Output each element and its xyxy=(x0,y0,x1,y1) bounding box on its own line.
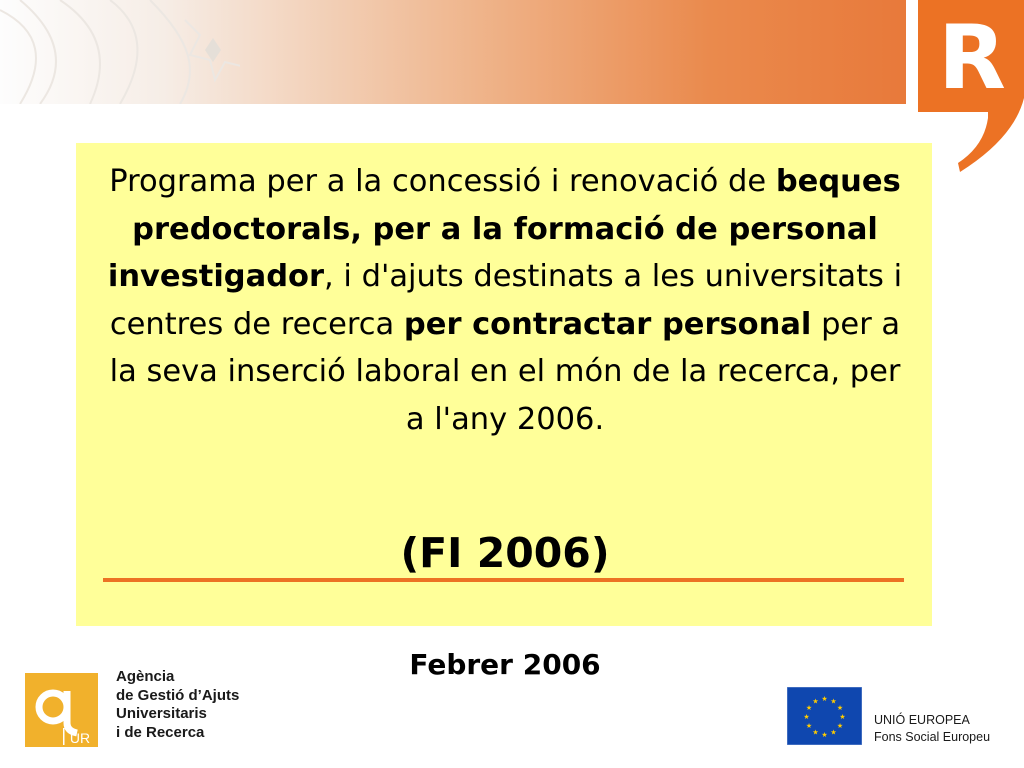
program-code: (FI 2006) xyxy=(400,529,610,577)
svg-text:★: ★ xyxy=(836,722,844,730)
r-logo-letter: R xyxy=(938,6,1006,109)
description-text: , i d'ajuts destinats a les universitats i centres de recerca xyxy=(109,259,903,342)
slide-date: Febrer 2006 xyxy=(409,648,601,681)
svg-text:★: ★ xyxy=(836,704,844,712)
svg-text:★: ★ xyxy=(812,697,819,706)
agency-name-line: Universitaris xyxy=(116,705,207,722)
eu-label-line: Fons Social Europeu xyxy=(874,730,991,744)
svg-text:★: ★ xyxy=(812,728,819,737)
agaur-logo-icon xyxy=(25,673,98,747)
svg-text:★: ★ xyxy=(821,695,828,703)
eu-flag xyxy=(787,687,862,745)
svg-text:★: ★ xyxy=(839,713,846,721)
banner-divider xyxy=(906,0,916,104)
svg-text:★: ★ xyxy=(805,704,813,712)
eu-flag-icon xyxy=(787,687,862,745)
eu-label-line: UNIÓ EUROPEA xyxy=(874,713,970,727)
eu-label xyxy=(874,712,990,746)
description-text: per a la seva inserció laboral en el món de la recerca, per a l'any 2006. xyxy=(109,306,901,437)
orange-divider-line xyxy=(103,578,904,582)
r-logo xyxy=(918,0,1024,175)
agency-name-line: Agència xyxy=(116,668,175,685)
description-bold-scholarships: beques predoctorals, per a la formació de personal investigador xyxy=(107,164,901,294)
agency-name xyxy=(116,668,239,742)
agaur-logo-letters: UR xyxy=(69,730,91,746)
svg-text:★: ★ xyxy=(830,728,837,737)
r-logo-icon xyxy=(918,0,1024,175)
agaur-logo xyxy=(25,673,98,747)
banner-ornament-icon xyxy=(0,0,240,104)
agency-name-line: i de Recerca xyxy=(116,723,205,741)
svg-text:★: ★ xyxy=(821,731,828,739)
description-bold-hiring: per contractar personal xyxy=(403,306,812,342)
svg-text:★: ★ xyxy=(803,713,810,721)
svg-text:★: ★ xyxy=(805,722,813,730)
program-description xyxy=(100,158,910,443)
description-text: Programa per a la concessió i renovació de xyxy=(109,164,767,199)
agency-name-line: de Gestió d’Ajuts xyxy=(116,686,240,704)
svg-text:★: ★ xyxy=(830,697,837,706)
